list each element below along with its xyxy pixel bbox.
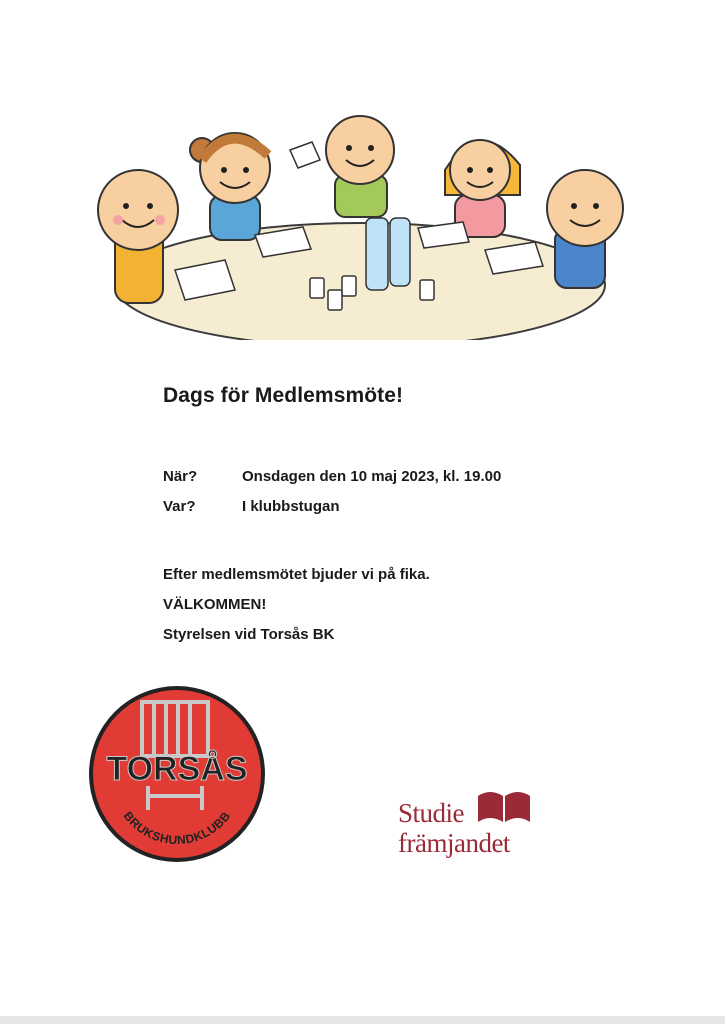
signature: Styrelsen vid Torsås BK [163,626,335,643]
info-label: Var? [163,498,196,515]
partner-line2: främjandet [398,828,510,858]
person-2 [190,133,270,240]
club-name: TORSÅS [106,750,248,788]
info-value: Onsdagen den 10 maj 2023, kl. 19.00 [242,468,502,485]
meeting-illustration [80,110,640,340]
page-bottom-edge [0,1016,725,1024]
welcome-text: VÄLKOMMEN! [163,596,267,613]
water-bottles [366,218,410,290]
partner-line1: Studie [398,798,465,828]
page-title: Dags för Medlemsmöte! [163,384,404,407]
person-3 [290,116,394,217]
info-label: När? [163,468,198,485]
torsas-bk-logo [84,684,270,864]
studiefromjandet-logo [398,786,538,868]
info-value: I klubbstugan [242,498,340,515]
person-5 [547,170,623,288]
book-icon [476,788,532,826]
fika-note: Efter medlemsmötet bjuder vi på fika. [163,566,430,583]
club-subtitle: BRUKSHUNDKLUBB [120,808,234,848]
